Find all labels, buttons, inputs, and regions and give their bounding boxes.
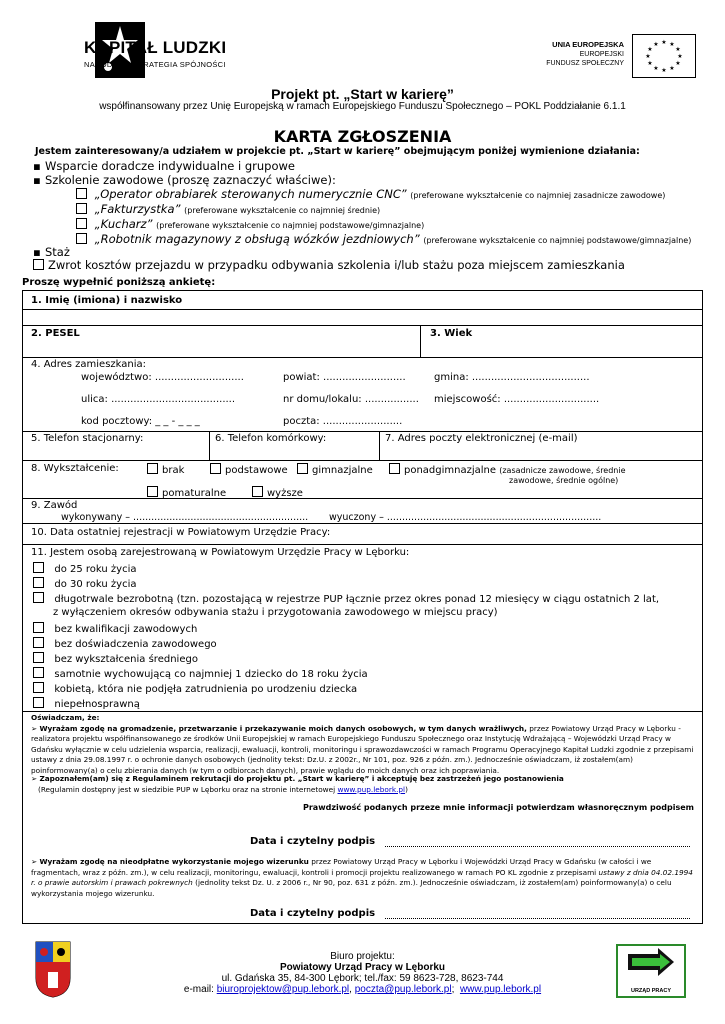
declaration-1: Oświadczam, że: ➢ Wyrażam zgodę na gromadzenie, przetwarzanie i przekazywanie moich danych osobowych, w tym danych wrażliwych, przez Powiatowy Urząd Pracy w Lęborku - realizatora projektu współfinansowanego ze środków Unii Europejskiej w ramach Europejskiego Funduszu Społecznego oraz Instytucję Wdrażającą – Wojewódzki Urząd Pracy w Gdańsku wyłącznie w celu udzielenia wsparcia, realizacji, ewaluacji, kontroli, monitoringu i sprawozdawczości w ramach Programu Operacyjnego Kapitał Ludzki zgodnie z przepisami ustawy z dnia 29.08.1997 r. o ochronie danych osobowych (jednolity tekst: Dz.U. z 2002r., Nr 101, poz. 926 z późn. zm.). Jednocześnie oświadczam, iż zostałem(am) poinformowany(a) o celu zbierania danych (w tym o odbiorcach danych), prawie wglądu do moich danych oraz ich poprawiania. [31,713,694,775]
checkbox[interactable] [33,637,44,648]
checkbox[interactable] [33,562,44,573]
declaration-2: ➢ Zapoznałem(am) się z Regulaminem rekrutacji do projektu pt. „Start w karierę” i akceptuję bez zastrzeżeń jego postanowienia (Regulamin dostępny jest w siedzibie PUP w Lęborku oraz na stronie internetowej www.pup.lebork.pl) [31,774,564,794]
svg-text:★: ★ [647,46,653,53]
education-option[interactable]: ponadgimnazjalne (zasadnicze zawodowe, średnie [389,463,626,476]
course-option[interactable]: „Kucharz” (preferowane wykształcenie co najmniej podstawowe/gimnazjalne) [76,217,424,231]
svg-text:★: ★ [653,41,659,48]
pesel-label[interactable]: 2. PESEL [31,328,80,339]
action-4[interactable]: Zwrot kosztów przejazdu w przypadku odbywania szkolenia i/lub stażu poza miejscem zamieszkania [33,258,625,272]
svg-text:★: ★ [661,39,667,46]
checkbox[interactable] [147,463,158,474]
checkbox[interactable] [76,218,87,229]
survey-form [22,290,703,924]
svg-text:★: ★ [675,60,681,67]
checkbox[interactable] [76,233,87,244]
name-label: 1. Imię (imiona) i nazwisko [31,295,183,306]
signature-label: Data i czytelny podpis [250,836,376,847]
project-title: Projekt pt. „Start w karierę” [271,86,454,102]
education-note: zawodowe, średnie ogólne) [509,476,619,485]
checkbox[interactable] [76,203,87,214]
svg-text:★: ★ [677,53,683,60]
checkbox[interactable] [33,259,44,270]
checkbox[interactable] [33,682,44,693]
email-link[interactable]: biuroprojektow@pup.lebork.pl [216,984,350,995]
status-option[interactable]: bez wykształcenia średniego [33,652,198,665]
signature-line-2[interactable] [385,918,690,919]
eu-caption: UNIA EUROPEJSKA EUROPEJSKI FUNDUSZ SPOŁECZNY [546,40,624,67]
action-3: ▪ Staż [33,245,70,259]
status-option[interactable]: do 25 roku życia [33,562,137,575]
checkbox[interactable] [297,463,308,474]
svg-text:★: ★ [653,65,659,72]
county-field[interactable]: powiat: .......................... [283,372,406,383]
address-label: 4. Adres zamieszkania: [31,359,147,370]
svg-text:★: ★ [675,46,681,53]
education-option[interactable]: brak [147,463,184,476]
checkbox[interactable] [33,622,44,633]
locality-field[interactable]: miejscowość: .............................. [434,394,600,405]
action-1: ▪ Wsparcie doradcze indywidualne i grupowe [33,159,295,173]
survey-prompt: Proszę wypełnić poniższą ankietę: [22,277,216,288]
status-option[interactable]: samotnie wychowującą co najmniej 1 dziecko do 18 roku życia [33,667,368,680]
course-option[interactable]: „Robotnik magazynowy z obsługą wózków jezdniowych” (preferowane wykształcenie co najmniej podstawowe/gimnazjalne) [76,232,691,246]
status-option-cont: z wyłączeniem okresów odbywania stażu i przygotowania zawodowego w miejscu pracy) [53,607,498,618]
registered-label: 11. Jestem osobą zarejestrowaną w Powiatowym Urzędzie Pracy w Lęborku: [31,547,410,558]
program-name: KAPITAŁ LUDZKI [84,38,227,57]
status-option[interactable]: bez kwalifikacji zawodowych [33,622,197,635]
status-option[interactable]: do 30 roku życia [33,577,137,590]
checkbox[interactable] [389,463,400,474]
education-option[interactable]: podstawowe [210,463,288,476]
registration-date-field[interactable]: 10. Data ostatniej rejestracji w Powiatowym Urzędzie Pracy: [31,527,331,538]
signature-line[interactable] [385,846,690,847]
svg-text:★: ★ [661,67,667,74]
svg-text:★: ★ [669,41,675,48]
urzad-pracy-logo: URZĄD PRACY [616,944,686,998]
svg-text:★: ★ [669,65,675,72]
learned-profession-field[interactable]: wyuczony – ....................................................................... [329,512,602,523]
profession-label: 9. Zawód [31,500,78,511]
checkbox[interactable] [76,188,87,199]
street-field[interactable]: ulica: ....................................... [81,394,236,405]
website-link[interactable]: www.pup.lebork.pl [459,984,542,995]
commune-field[interactable]: gmina: ..................................... [434,372,590,383]
course-option[interactable]: „Operator obrabiarek sterowanych numerycznie CNC” (preferowane wykształcenie co najmniej zasadnicze zawodowe) [76,187,665,201]
postal-code-field[interactable]: kod pocztowy: _ _ - _ _ _ [81,416,200,427]
action-2: ▪ Szkolenie zawodowe (proszę zaznaczyć właściwe): [33,173,336,187]
email-link[interactable]: poczta@pup.lebork.pl [354,984,452,995]
status-option[interactable]: niepełnosprawną [33,697,140,710]
svg-text:★: ★ [645,53,651,60]
checkbox[interactable] [147,486,158,497]
education-option[interactable]: gimnazjalne [297,463,373,476]
checkbox[interactable] [33,577,44,588]
house-number-field[interactable]: nr domu/lokalu: ................. [283,394,419,405]
landline-field[interactable]: 5. Telefon stacjonarny: [31,433,144,444]
course-option[interactable]: „Fakturzystka” (preferowane wykształcenie co najmniej średnie) [76,202,380,216]
mobile-field[interactable]: 6. Telefon komórkowy: [215,433,327,444]
checkbox[interactable] [33,667,44,678]
voivodeship-field[interactable]: województwo: ............................ [81,372,244,383]
signature-label-2: Data i czytelny podpis [250,908,376,919]
status-option[interactable]: długotrwale bezrobotną (tzn. pozostającą w rejestrze PUP łącznie przez okres ponad 12 miesięcy w ciągu ostatnich 2 lat, [33,592,659,605]
education-label: 8. Wykształcenie: [31,463,119,474]
intro-text: Jestem zainteresowany/a udziałem w projekcie pt. „Start w karierę” obejmującym poniżej wymienione działania: [35,146,640,157]
current-profession-field[interactable]: wykonywany – .......................................................... [61,512,309,523]
form-title: KARTA ZGŁOSZENIA [273,127,452,146]
post-office-field[interactable]: poczta: ......................... [283,416,403,427]
arrow-icon [618,946,684,984]
eu-flag-icon [632,34,696,78]
status-option[interactable]: bez doświadczenia zawodowego [33,637,217,650]
checkbox[interactable] [210,463,221,474]
checkbox[interactable] [33,592,44,603]
checkbox[interactable] [33,652,44,663]
project-subtitle: współfinansowany przez Unię Europejską w ramach Europejskiego Funduszu Społecznego – POKL Poddziałanie 6.1.1 [99,101,626,112]
truth-statement: Prawdziwość podanych przeze mnie informacji potwierdzam własnoręcznym podpisem [303,803,694,812]
education-option[interactable]: pomaturalne [147,486,226,499]
checkbox[interactable] [33,697,44,708]
education-option[interactable]: wyższe [252,486,303,499]
checkbox[interactable] [252,486,263,497]
program-subtitle: NARODOWA STRATEGIA SPÓJNOŚCI [84,60,226,69]
email-field[interactable]: 7. Adres poczty elektronicznej (e-mail) [385,433,578,444]
status-option[interactable]: kobietą, która nie podjęła zatrudnienia po urodzeniu dziecka [33,682,357,695]
declaration-3: ➢ Wyrażam zgodę na nieodpłatne wykorzystanie mojego wizerunku przez Powiatowy Urząd Pracy w Lęborku i Wojewódzki Urząd Pracy w Gdańsku (w całości i we fragmentach, wraz z późn. zm.), w celu realizacji, monitoringu, ewaluacji, kontroli i promocji projektu realizowanego w ramach PO KL zgodnie z przepisami ustawy z dnia 04.02.1994 r. o prawie autorskim i prawach pokrewnych (jednolity tekst Dz. U. z 2006 r., Nr 90, poz. 631 z późn. zm.). Jednocześnie oświadczam, iż zostałem(am) poinformowany(a) o celu wykorzystania mojego wizerunku. [31,857,693,898]
svg-text:★: ★ [647,60,653,67]
age-label[interactable]: 3. Wiek [430,328,473,339]
footer-contact: Biuro projektu: Powiatowy Urząd Pracy w Lęborku ul. Gdańska 35, 84-300 Lębork; tel./fax: 59 8623-728, 8623-744 e-mail: biuroprojektow@pup.lebork.pl, poczta@pup.lebork.pl; www.pup.lebork.pl [183,951,542,995]
